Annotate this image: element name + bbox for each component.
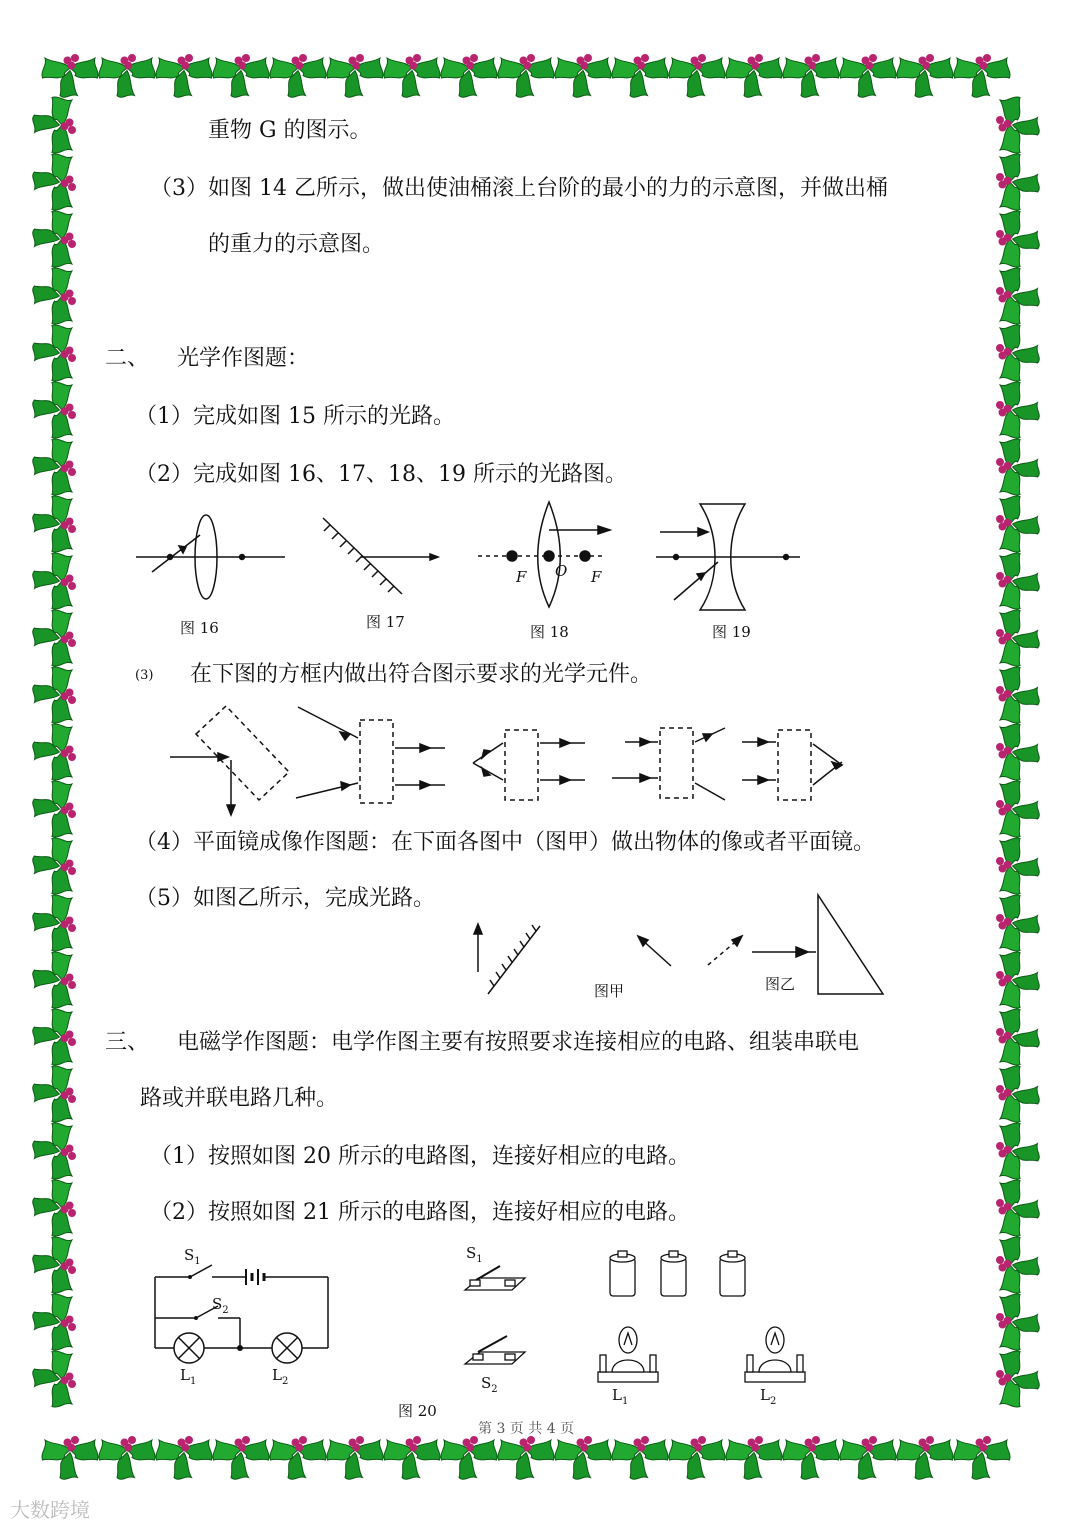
lamp-l2-label: $L_2$	[272, 1366, 289, 1387]
optics-question-3-number: (3)	[135, 668, 154, 683]
circuit-question-1: （1）按照如图 20 所示的电路图，连接好相应的电路。	[150, 1144, 690, 1169]
caption-figure-18: 图 18	[530, 623, 569, 641]
caption-figure-17: 图 17	[366, 613, 405, 631]
switch-s1-component-label: $S_1$	[466, 1244, 483, 1265]
focus-label-right: F	[591, 568, 602, 586]
caption-figure-19: 图 19	[712, 623, 751, 641]
circuit-question-2: （2）按照如图 21 所示的电路图，连接好相应的电路。	[150, 1200, 690, 1225]
lamp-l2-component-label: $L_2$	[760, 1386, 777, 1407]
section-optics-heading: 二、 光学作图题：	[105, 346, 309, 371]
optics-question-3: 在下图的方框内做出符合图示要求的光学元件。	[190, 662, 653, 687]
question-14b: （3）如图 14 乙所示，做出使油桶滚上台阶的最小的力的示意图，并做出桶	[150, 176, 888, 201]
optics-question-4: （4）平面镜成像作图题：在下面各图中（图甲）做出物体的像或者平面镜。	[135, 830, 875, 855]
switch-s2-component-label: $S_2$	[481, 1374, 498, 1395]
optical-center-label: O	[555, 562, 568, 580]
caption-figure-jia: 图甲	[594, 982, 625, 1000]
watermark: 大数跨境	[10, 1498, 90, 1522]
caption-figure-16: 图 16	[180, 619, 219, 637]
section-electromagnetism-heading: 三、 电磁学作图题：电学作图主要有按照要求连接相应的电路、组装串联电	[105, 1030, 859, 1055]
lamp-l1-label: $L_1$	[180, 1366, 197, 1387]
optics-question-2: （2）完成如图 16、17、18、19 所示的光路图。	[135, 462, 627, 487]
focus-label-left: F	[516, 568, 527, 586]
page-footer: 第 3 页 共 4 页	[478, 1421, 575, 1437]
switch-s2-label: $S_2$	[212, 1295, 229, 1316]
switch-s1-label: $S_1$	[184, 1246, 201, 1267]
line-heavy-object: 重物 G 的图示。	[208, 118, 372, 143]
section-electromagnetism-cont: 路或并联电路几种。	[140, 1086, 339, 1111]
lamp-l1-component-label: $L_1$	[612, 1386, 629, 1407]
optics-question-1: （1）完成如图 15 所示的光路。	[135, 404, 455, 429]
optics-question-5: （5）如图乙所示，完成光路。	[135, 886, 435, 911]
caption-figure-yi: 图乙	[765, 975, 796, 993]
question-14b-cont: 的重力的示意图。	[208, 232, 385, 257]
caption-figure-20: 图 20	[398, 1402, 437, 1420]
